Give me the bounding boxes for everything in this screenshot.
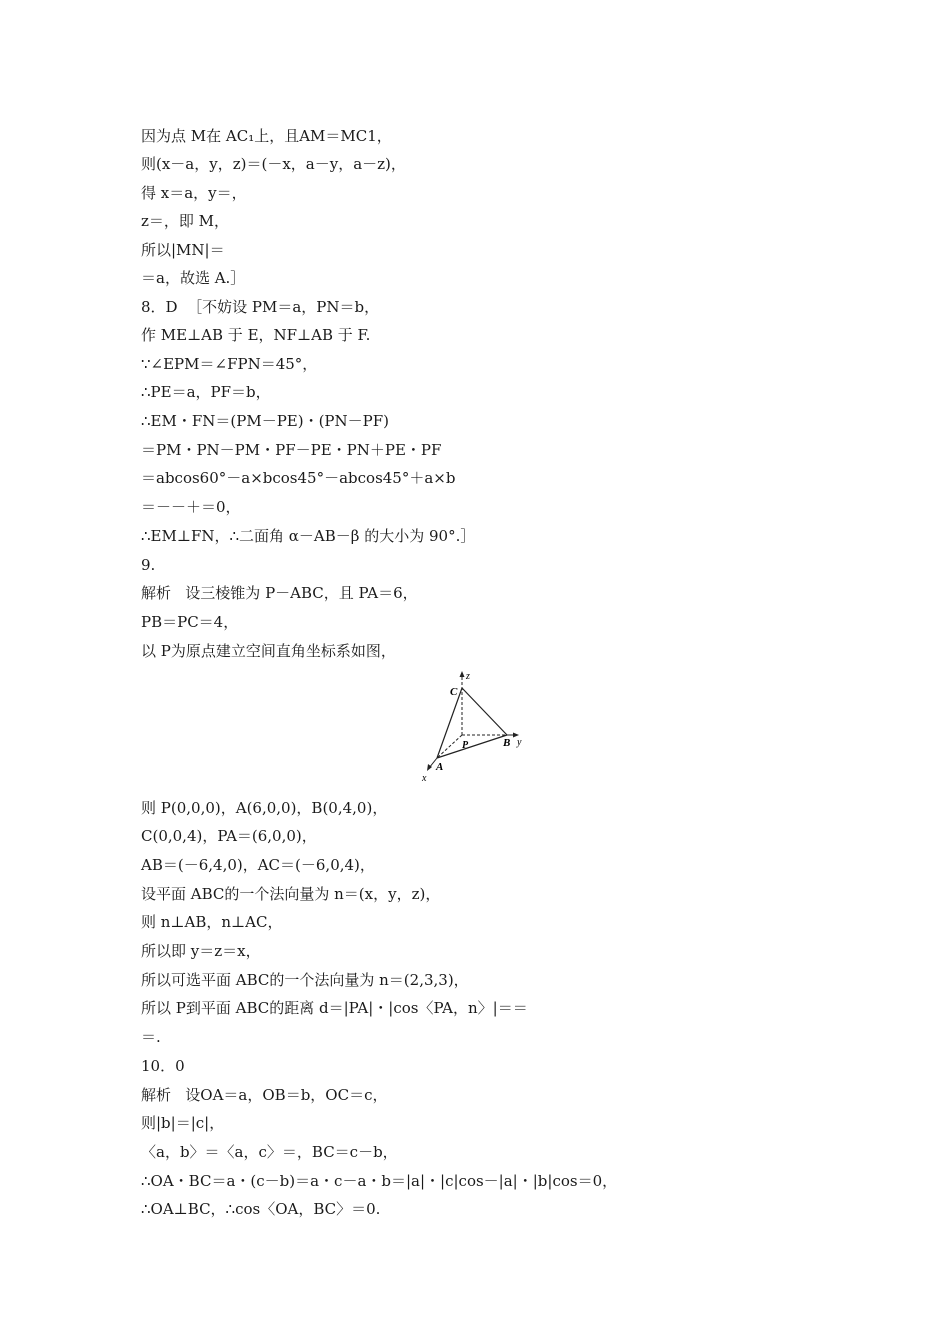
text-line: 8．D ［不妨设 PM＝a，PN＝b，: [141, 298, 380, 316]
text-line: ∴EM⊥FN，∴二面角 α－AB－β 的大小为 90°.］: [141, 527, 476, 545]
text-line: ∴EM・FN＝(PM－PE)・(PN－PF): [141, 412, 390, 430]
text-line: 则 n⊥AB，n⊥AC，: [141, 913, 283, 931]
text-line: 以 P为原点建立空间直角坐标系如图，: [141, 642, 396, 660]
text-line: 解析 设OA＝a，OB＝b，OC＝c，: [141, 1086, 388, 1104]
text-line: ＝abcos60°－a×bcos45°－abcos45°＋a×b: [141, 469, 456, 487]
text-line: ＝.: [141, 1028, 161, 1046]
text-line: 得 x＝a，y＝，: [141, 184, 247, 202]
edge-ca: [437, 688, 462, 758]
text-line: AB＝(－6,4,0)，AC＝(－6,0,4)，: [141, 856, 375, 874]
text-line: ∴OA・BC＝a・(c－b)＝a・c－a・b＝|a|・|c|cos－|a|・|b|cos＝0，: [141, 1172, 618, 1190]
text-line: 解析 设三棱锥为 P－ABC，且 PA＝6，: [141, 584, 418, 602]
z-axis-arrow: [460, 671, 465, 677]
text-line: ＝PM・PN－PM・PF－PE・PN＋PE・PF: [141, 441, 442, 459]
text-line: 则(x－a，y，z)＝(－x，a－y，a－z)，: [141, 155, 406, 173]
text-line: 9.: [141, 556, 156, 574]
label-b: B: [503, 737, 511, 749]
label-c: C: [450, 686, 458, 698]
label-y: y: [517, 737, 522, 748]
edge-cb: [462, 688, 507, 735]
text-line: ＝a，故选 A.］: [141, 269, 246, 287]
coordinate-figure: [415, 668, 533, 786]
label-x: x: [422, 773, 427, 784]
label-z: z: [466, 671, 470, 682]
text-line: C(0,0,4)，PA＝(6,0,0)，: [141, 827, 317, 845]
text-line: ∴OA⊥BC，∴cos〈OA，BC〉＝0.: [141, 1200, 381, 1218]
text-line: 则 P(0,0,0)，A(6,0,0)，B(0,4,0)，: [141, 799, 388, 817]
text-line: PB＝PC＝4，: [141, 613, 239, 631]
label-a: A: [436, 761, 444, 773]
text-line: 〈a，b〉＝〈a，c〉＝，BC＝c－b，: [141, 1143, 398, 1161]
label-p: P: [462, 740, 469, 751]
text-line: z＝，即 M，: [141, 212, 230, 230]
text-line: 所以|MN|＝: [141, 241, 225, 259]
text-line: 则|b|＝|c|，: [141, 1114, 225, 1132]
text-line: ＝－－＋＝0，: [141, 498, 241, 516]
text-line: ∴PE＝a，PF＝b，: [141, 383, 271, 401]
text-line: ∵∠EPM＝∠FPN＝45°，: [141, 355, 318, 373]
edge-ab: [437, 735, 507, 758]
text-line: 所以即 y＝z＝x，: [141, 942, 261, 960]
text-line: 因为点 M在 AC₁上，且AM＝MC1，: [141, 127, 392, 145]
text-line: 所以 P到平面 ABC的距离 d＝|PA|・|cos〈PA，n〉|＝＝: [141, 999, 528, 1017]
text-line: 作 ME⊥AB 于 E，NF⊥AB 于 F.: [141, 326, 371, 344]
text-line: 设平面 ABC的一个法向量为 n＝(x，y，z)，: [141, 885, 441, 903]
text-line: 10．0: [141, 1057, 185, 1075]
text-line: 所以可选平面 ABC的一个法向量为 n＝(2,3,3)，: [141, 971, 469, 989]
